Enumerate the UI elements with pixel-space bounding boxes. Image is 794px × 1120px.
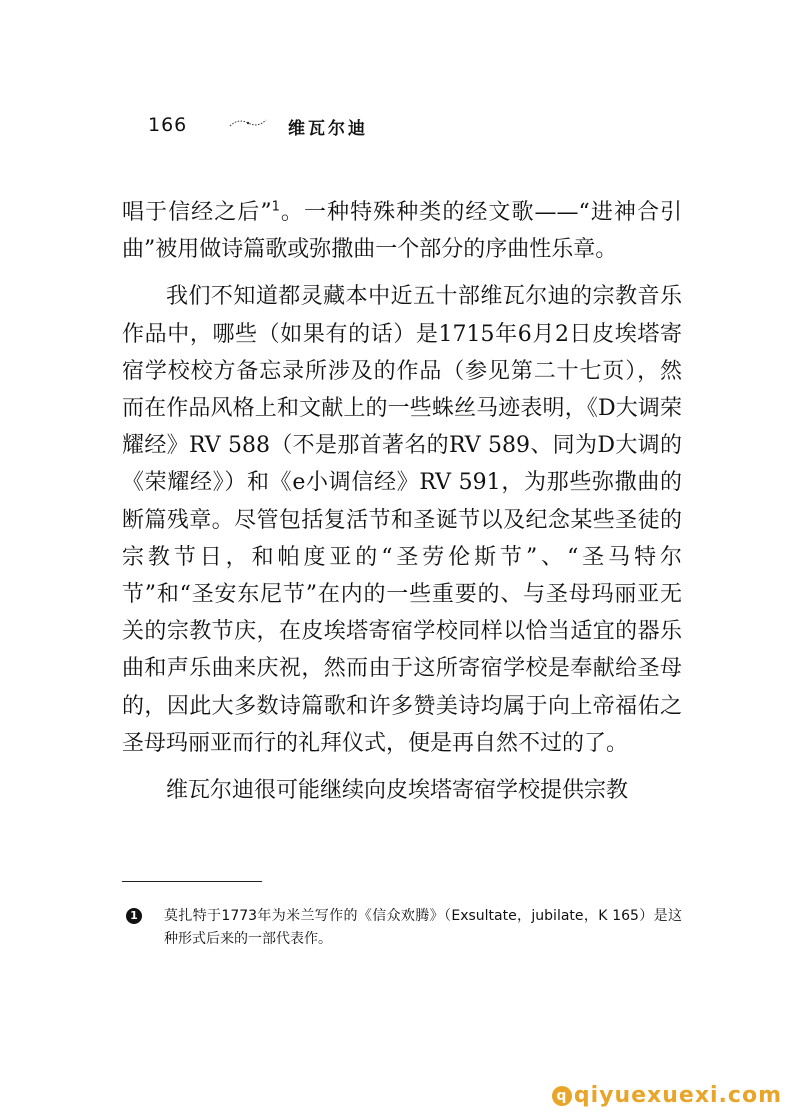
footnote-divider — [122, 881, 262, 882]
footnote-reference-icon: 1 — [271, 199, 280, 215]
page-number: 166 — [148, 114, 188, 136]
paragraph-2: 我们不知道都灵藏本中近五十部维瓦尔迪的宗教音乐作品中，哪些（如果有的话）是1715年6月2日皮埃塔寄宿学校校方备忘录所涉及的作品（参见第二十七页），然而在作品风格上和文献上的一些蛛丝马迹表明，《D大调荣耀经》RV 588（不是那首著名的RV 589、同为D大调的《荣耀经》）和《e小调信经》RV 591，为那些弥撒曲的断篇残章。尽管包括复活节和圣诞节以及纪念某些圣徒的宗教节日，和帕度亚的“圣劳伦斯节”、“圣马特尔节”和“圣安东尼节”在内的一些重要的、与圣母玛丽亚无关的宗教节庆，在皮埃塔寄宿学校同样以恰当适宜的器乐曲和声乐曲来庆祝，然而由于这所寄宿学校是奉献给圣母的，因此大多数诗篇歌和许多赞美诗均属于向上帝福佑之圣母玛丽亚而行的礼拜仪式，便是再自然不过的了。 — [122, 284, 682, 756]
watermark-text: qiyuexuexi.com — [573, 1083, 782, 1108]
running-title: 维瓦尔迪 — [288, 119, 368, 139]
footnote-marker-icon: 1 — [126, 908, 142, 924]
body-text — [122, 194, 682, 809]
footnote — [130, 905, 682, 951]
paragraph-1 — [122, 194, 682, 268]
watermark-logo-icon: q — [552, 1086, 572, 1106]
site-watermark — [552, 1083, 782, 1108]
page-header — [148, 114, 648, 144]
footnote-text: 莫扎特于1773年为米兰写作的《信众欢腾》（Exsultate，jubilate，K 165）是这种形式后来的一部代表作。 — [164, 908, 682, 947]
paragraph-1-text-a: 唱于信经之后” — [122, 200, 272, 225]
paragraph-1-text-b: 。一种特殊种类的经文歌——“进神合引曲”被用做诗篇歌或弥撒曲一个部分的序曲性乐章。 — [122, 200, 683, 263]
ornament-icon — [228, 116, 268, 130]
paragraph-3: 维瓦尔迪很可能继续向皮埃塔寄宿学校提供宗教 — [166, 778, 629, 804]
